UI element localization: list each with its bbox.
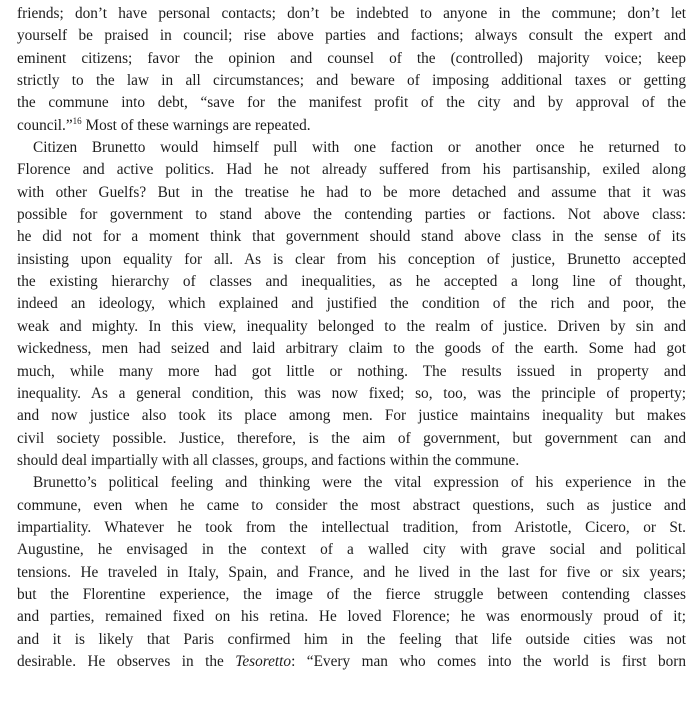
paragraph-1 <box>17 3 686 137</box>
text-line: the existing hierarchy of classes and inequalities, as he accepted a long line of thought, <box>17 273 686 291</box>
text-line: wickedness, men had seized and laid arbitrary claim to the goods of the earth. Some had got <box>17 340 686 358</box>
text-line: insisting upon equality for all. As is clear from his conception of justice, Brunetto accepted <box>17 250 686 268</box>
text-line: Citizen Brunetto would himself pull with one faction or another once he returned to <box>33 139 686 157</box>
text-line: commune, even when he came to consider the most abstract questions, such as justice and <box>17 496 686 514</box>
text-line: eminent citizens; favor the opinion and counsel of the (controlled) majority voice; keep <box>17 49 686 67</box>
text-line <box>17 651 686 673</box>
text-line: Augustine, he envisaged in the context of a walled city with grave social and political <box>17 541 686 559</box>
text-line: Brunetto’s political feeling and thinking were the vital expression of his experience in the <box>33 474 686 492</box>
text-line: weak and mighty. In this view, inequality belonged to the realm of justice. Driven by sin and <box>17 317 686 335</box>
text-line: civil society possible. Justice, therefore, is the aim of government, but government can and <box>17 429 686 447</box>
text-line: the commune into debt, “save for the manifest profit of the city and by approval of the <box>17 94 686 112</box>
text-fragment: : “Every man who comes into the world is first born <box>291 652 687 670</box>
text-line: and parties, remained fixed on his retina. He loved Florence; he was enormously proud of it; <box>17 608 686 626</box>
text-line: with other Guelfs? But in the treatise he had to be more detached and assume that it was <box>17 183 686 201</box>
text-line: tensions. He traveled in Italy, Spain, and France, and he lived in the last for five or six years; <box>17 563 686 581</box>
text-fragment: desirable. He observes in the <box>17 652 236 670</box>
paragraph-2 <box>17 137 686 472</box>
text-line: inequality. As a general condition, this was now fixed; so, too, was the principle of property; <box>17 384 686 402</box>
book-title: Tesoretto <box>235 652 292 670</box>
text-fragment: Most of these warnings are repeated. <box>81 116 311 134</box>
text-line: much, while many more had got little or nothing. The results issued in property and <box>17 362 686 380</box>
text-line: friends; don’t have personal contacts; don’t be indebted to anyone in the commune; don’t let <box>17 5 686 22</box>
text-line: yourself be praised in council; rise above parties and factions; always consult the expert and <box>17 27 686 45</box>
text-line: strictly to the law in all circumstances; and beware of imposing additional taxes or getting <box>17 72 686 90</box>
text-line: but the Florentine experience, the image of the fierce struggle between contending classes <box>17 585 686 603</box>
text-line: indeed an ideology, which explained and justified the condition of the rich and poor, the <box>17 295 686 313</box>
text-fragment: council.” <box>17 116 73 134</box>
text-line: impartiality. Whatever he took from the intellectual tradition, from Aristotle, Cicero, or St. <box>17 518 686 536</box>
paragraph-3 <box>17 472 686 673</box>
text-line: he did not for a moment think that government should stand above class in the sense of its <box>17 228 686 246</box>
text-line: possible for government to stand above the contending parties or factions. Not above class: <box>17 206 686 224</box>
footnote-marker[interactable]: 16 <box>72 115 82 126</box>
text-line: and now justice also took its place among men. For justice maintains inequality but makes <box>17 407 686 425</box>
text-line: Florence and active politics. Had he not already suffered from his partisanship, exiled along <box>17 161 686 179</box>
text-line <box>17 115 686 137</box>
text-line: should deal impartially with all classes, groups, and factions within the commune. <box>17 451 520 469</box>
text-line: and it is likely that Paris confirmed him in the feeling that life outside cities was not <box>17 630 686 648</box>
